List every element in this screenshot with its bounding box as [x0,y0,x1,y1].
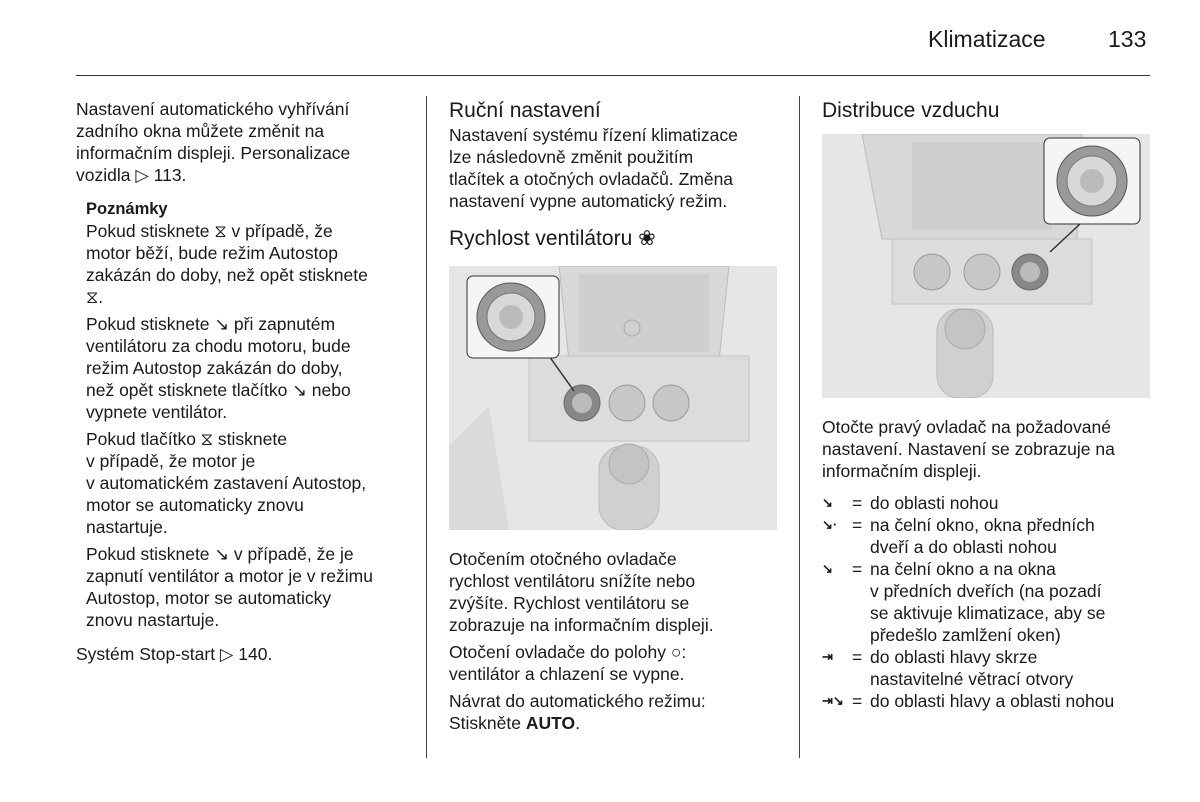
section-heading-air-distribution: Distribuce vzduchu [822,99,1000,122]
line: zakázán do doby, než opět stisknete [86,265,368,285]
line: Otočte pravý ovladač na požadované [822,417,1111,437]
air-distribution-icon: ↘· [822,517,838,532]
auto-label: AUTO [525,713,576,733]
line: Pokud stisknete ⧖ v případě, že [86,221,333,241]
distribution-list [822,492,1157,712]
equals-sign: = [852,515,863,535]
line: Autostop, motor se automaticky [86,588,332,608]
intro-text [76,98,416,186]
list-item-text: na čelní okno a na okna v předních dveřích (na pozadí se aktivuje klimatizace, aby se předešlo zamlžení oken) [870,559,1106,645]
line: informačním displeji. [822,461,982,481]
note-paragraph-3 [86,428,416,538]
line: znovu nastartuje. [86,610,220,630]
line: nastavení vypne automatický režim. [449,191,728,211]
line: vozidla ▷ 113. [76,165,187,185]
section-heading-fan-speed: Rychlost ventilátoru ❀ [449,227,656,250]
column-3-lower [822,416,1157,712]
column-divider-2 [799,96,800,758]
auto-mode-paragraph [449,690,789,734]
dashboard-illustration [449,266,777,530]
chapter-title: Klimatizace [928,26,1046,52]
list-item [822,492,1157,514]
distribution-paragraph [822,416,1157,482]
dashboard-illustration [822,134,1150,398]
line: Pokud stisknete ↘ v případě, že je [86,544,354,564]
header-rule [76,75,1150,76]
equals-sign: = [852,559,863,579]
note-heading: Poznámky [86,200,168,218]
line: režim Autostop zakázán do doby, [86,358,343,378]
line: Otočení ovladače do polohy ○: [449,642,687,662]
fan-control-photo [449,266,777,530]
equals-sign: = [852,493,863,513]
equals-sign: = [852,647,863,667]
list-item [822,646,1157,690]
line: zapnutí ventilátor a motor je v režimu [86,566,373,586]
line: informačním displeji. Personalizace [76,143,351,163]
note-paragraph-2 [86,313,416,423]
list-item-text: na čelní okno, okna předních dveří a do oblasti nohou [870,515,1095,557]
line: v případě, že motor je [86,451,256,471]
note-paragraph-4 [86,543,416,631]
line: tlačítek a otočných ovladačů. Změna [449,169,734,189]
line: Nastavení systému řízení klimatizace [449,125,738,145]
list-item-text: do oblasti hlavy skrze nastavitelné větrací otvory [870,647,1074,689]
air-distribution-icon: ↘ [822,561,833,576]
column-3 [822,98,1152,124]
text: Stiskněte [449,713,526,733]
air-distribution-icon: ↘ [822,495,833,510]
line: nastartuje. [86,517,168,537]
line: vypnete ventilátor. [86,402,228,422]
line: motor se automaticky znovu [86,495,304,515]
line: Nastavení automatického vyhřívání [76,99,350,119]
off-position-paragraph [449,641,789,685]
line: zobrazuje na informačním displeji. [449,615,714,635]
equals-sign: = [852,691,863,711]
column-divider-1 [426,96,427,758]
line: motor běží, bude režim Autostop [86,243,338,263]
line: ventilátoru za chodu motoru, bude [86,336,351,356]
note-paragraph-1 [86,220,416,308]
list-item [822,514,1157,558]
line: ⧖. [86,287,104,307]
line: Otočením otočného ovladače [449,549,677,569]
line: Pokud tlačítko ⧖ stisknete [86,429,287,449]
cross-reference: Systém Stop-start ▷ 140. [76,644,273,664]
text: . [575,713,580,733]
line: Pokud stisknete ↘ při zapnutém [86,314,336,334]
line: než opět stisknete tlačítko ↘ nebo [86,380,351,400]
section-heading-manual: Ruční nastavení [449,99,601,122]
distribution-control-photo [822,134,1150,398]
note-block [76,198,416,631]
column-2 [449,98,789,252]
line: zadního okna můžete změnit na [76,121,325,141]
line: nastavení. Nastavení se zobrazuje na [822,439,1115,459]
line: Návrat do automatického režimu: [449,691,706,711]
line: zvýšíte. Rychlost ventilátoru se [449,593,690,613]
list-item [822,690,1157,712]
manual-paragraph [449,124,789,212]
line: lze následovně změnit použitím [449,147,694,167]
list-item [822,558,1157,646]
air-distribution-icon: ⇥↘ [822,693,844,708]
fan-paragraph [449,548,789,636]
air-distribution-icon: ⇥ [822,649,833,664]
column-2-lower [449,548,789,734]
line: rychlost ventilátoru snížíte nebo [449,571,696,591]
list-item-text: do oblasti hlavy a oblasti nohou [870,691,1115,711]
column-1 [76,98,416,665]
line: v automatickém zastavení Autostop, [86,473,367,493]
list-item-text: do oblasti nohou [870,493,999,513]
page-number: 133 [1108,26,1147,52]
line: ventilátor a chlazení se vypne. [449,664,685,684]
